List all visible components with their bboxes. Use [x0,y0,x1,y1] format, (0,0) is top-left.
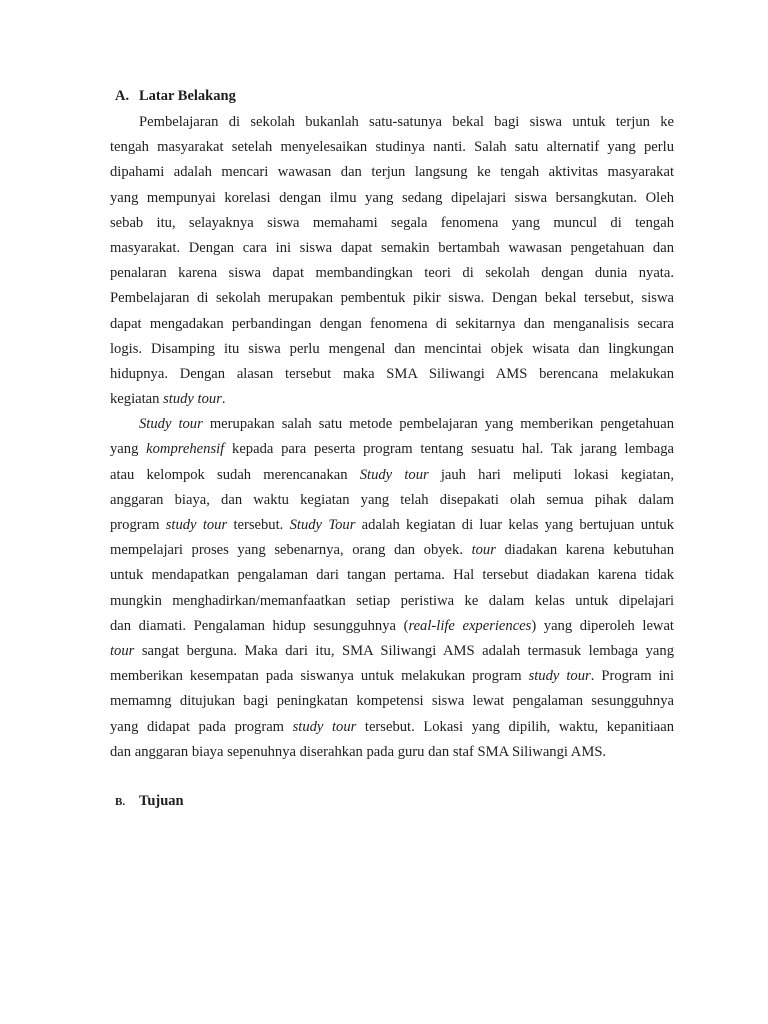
paragraph1-line [110,160,674,185]
text-run: tersebut. [227,517,290,533]
text-run: diadakan karena kebutuhan [495,542,675,559]
text-run: kegiatan [110,391,164,408]
text-run: yang mempunyai korelasi dengan ilmu yang sedang dipelajari siswa bersangkutan. Oleh [110,189,674,206]
text-run: memamng ditujukan bagi peningkatan kompetensi siswa lewat pengalaman sesungguhnya [110,693,674,710]
text-run: . [221,391,226,408]
text-run: program [110,517,166,533]
paragraph2-line [110,740,674,765]
paragraph1-line [110,261,674,286]
paragraph2-line [110,664,674,689]
paragraph2-line [110,639,674,664]
text-run: ) yang diperoleh lewat [531,617,674,634]
text-run: tersebut. Lokasi yang dipilih, waktu, kepanitiaan [356,718,675,735]
text-run: merupakan salah satu metode pembelajaran yang memberikan pengetahuan [202,416,674,433]
text-run: tengah masyarakat setelah menyelesaikan studinya nanti. Salah satu alternatif yang perlu [110,139,674,156]
italic-term: Study tour [359,466,429,483]
paragraph2-line [110,488,674,513]
paragraph-2 [110,412,675,765]
text-run: dan anggaran biaya sepenuhnya diserahkan pada guru dan staf SMA Siliwangi AMS. [110,743,607,760]
text-run: yang didapat pada program [110,718,293,735]
paragraph2-line [110,437,674,462]
text-run: anggaran biaya, dan waktu kegiatan yang telah disepakati olah semua pihak dalam [110,491,674,508]
text-run: . Program ini [590,668,675,685]
paragraph1-line [110,387,674,412]
italic-term: tour [471,542,496,559]
section-a-title: Latar Belakang [139,88,236,104]
text-run: yang [110,441,147,458]
paragraph2-line [110,715,674,740]
italic-term: study tour [165,517,228,533]
text-run: untuk mendapatkan pengalaman dari tangan pertama. Hal tersebut diadakan karena tidak [110,567,674,584]
section-a-heading [115,87,236,105]
text-run: Pembelajaran di sekolah bukanlah satu-satunya bekal bagi siswa untuk terjun ke [139,114,674,130]
paragraph1-line [110,362,674,387]
paragraph2-line [110,689,674,714]
text-run: penalaran karena siswa dapat membandingkan teori di sekolah dengan dunia nyata. [110,265,674,282]
paragraph2-line [110,538,674,563]
paragraph1-line [110,337,674,362]
paragraph1-line [110,211,674,236]
text-run: memberikan kesempatan pada siswanya untuk melakukan program [110,668,529,685]
text-run: kepada para peserta program tentang sesuatu hal. Tak jarang lembaga [224,441,674,458]
paragraph2-line [110,563,674,588]
paragraph2-line [139,412,674,437]
text-run: dipahami adalah mencari wawasan dan terjun langsung ke tengah aktivitas masyarakat [110,164,674,181]
section-a-marker: A. [115,88,130,104]
paragraph1-line [110,135,674,160]
paragraph1-line [110,286,674,311]
text-run: jauh hari meliputi lokasi kegiatan, [428,466,674,483]
italic-term: study tour [528,668,591,685]
paragraph1-line [110,236,674,261]
text-run: dapat mengadakan perbandingan dengan fenomena di sekitarnya dan menganalisis secara [110,315,674,332]
paragraph-1 [110,110,674,412]
text-run: atau kelompok sudah merencanakan [110,466,360,483]
italic-term: tour [110,642,135,659]
text-run: Pembelajaran di sekolah merupakan pembentuk pikir siswa. Dengan bekal tersebut, siswa [110,290,674,307]
italic-term: study tour [292,718,357,735]
paragraph2-line [110,614,674,639]
text-run: sebab itu, selayaknya siswa memahami segala fenomena yang muncul di tengah [110,214,674,231]
paragraph1-line [110,312,674,337]
text-run: sangat berguna. Maka dari itu, SMA Siliwangi AMS adalah termasuk lembaga yang [134,642,674,659]
section-b-marker: B. [115,796,126,808]
text-run: logis. Disamping itu siswa perlu mengenal dan mencintai objek wisata dan lingkungan [110,340,674,357]
paragraph2-line [110,589,674,614]
text-run: mempelajari proses yang sebenarnya, orang dan obyek. [110,542,472,559]
text-run: dan diamati. Pengalaman hidup sesungguhnya ( [110,617,409,634]
text-run: mungkin menghadirkan/memanfaatkan setiap peristiwa ke dalam kelas untuk dipelajari [110,592,674,609]
italic-term: real-life experiences [408,617,532,634]
document-body [110,110,675,765]
paragraph1-line [110,186,674,211]
text-run: adalah kegiatan di luar kelas yang bertujuan untuk [355,517,675,533]
italic-term: study tour [163,391,222,408]
paragraph1-line [139,110,674,135]
italic-term: Study tour [139,416,203,433]
italic-term: Study Tour [289,517,356,533]
section-b-title: Tujuan [139,793,184,809]
paragraph2-line [110,463,674,488]
text-run: masyarakat. Dengan cara ini siswa dapat semakin bertambah wawasan pengetahuan dan [110,239,674,256]
italic-term: komprehensif [146,441,225,458]
section-b-heading [115,792,184,811]
paragraph2-line [110,513,674,538]
text-run: hidupnya. Dengan alasan tersebut maka SMA Siliwangi AMS berencana melakukan [110,365,674,382]
